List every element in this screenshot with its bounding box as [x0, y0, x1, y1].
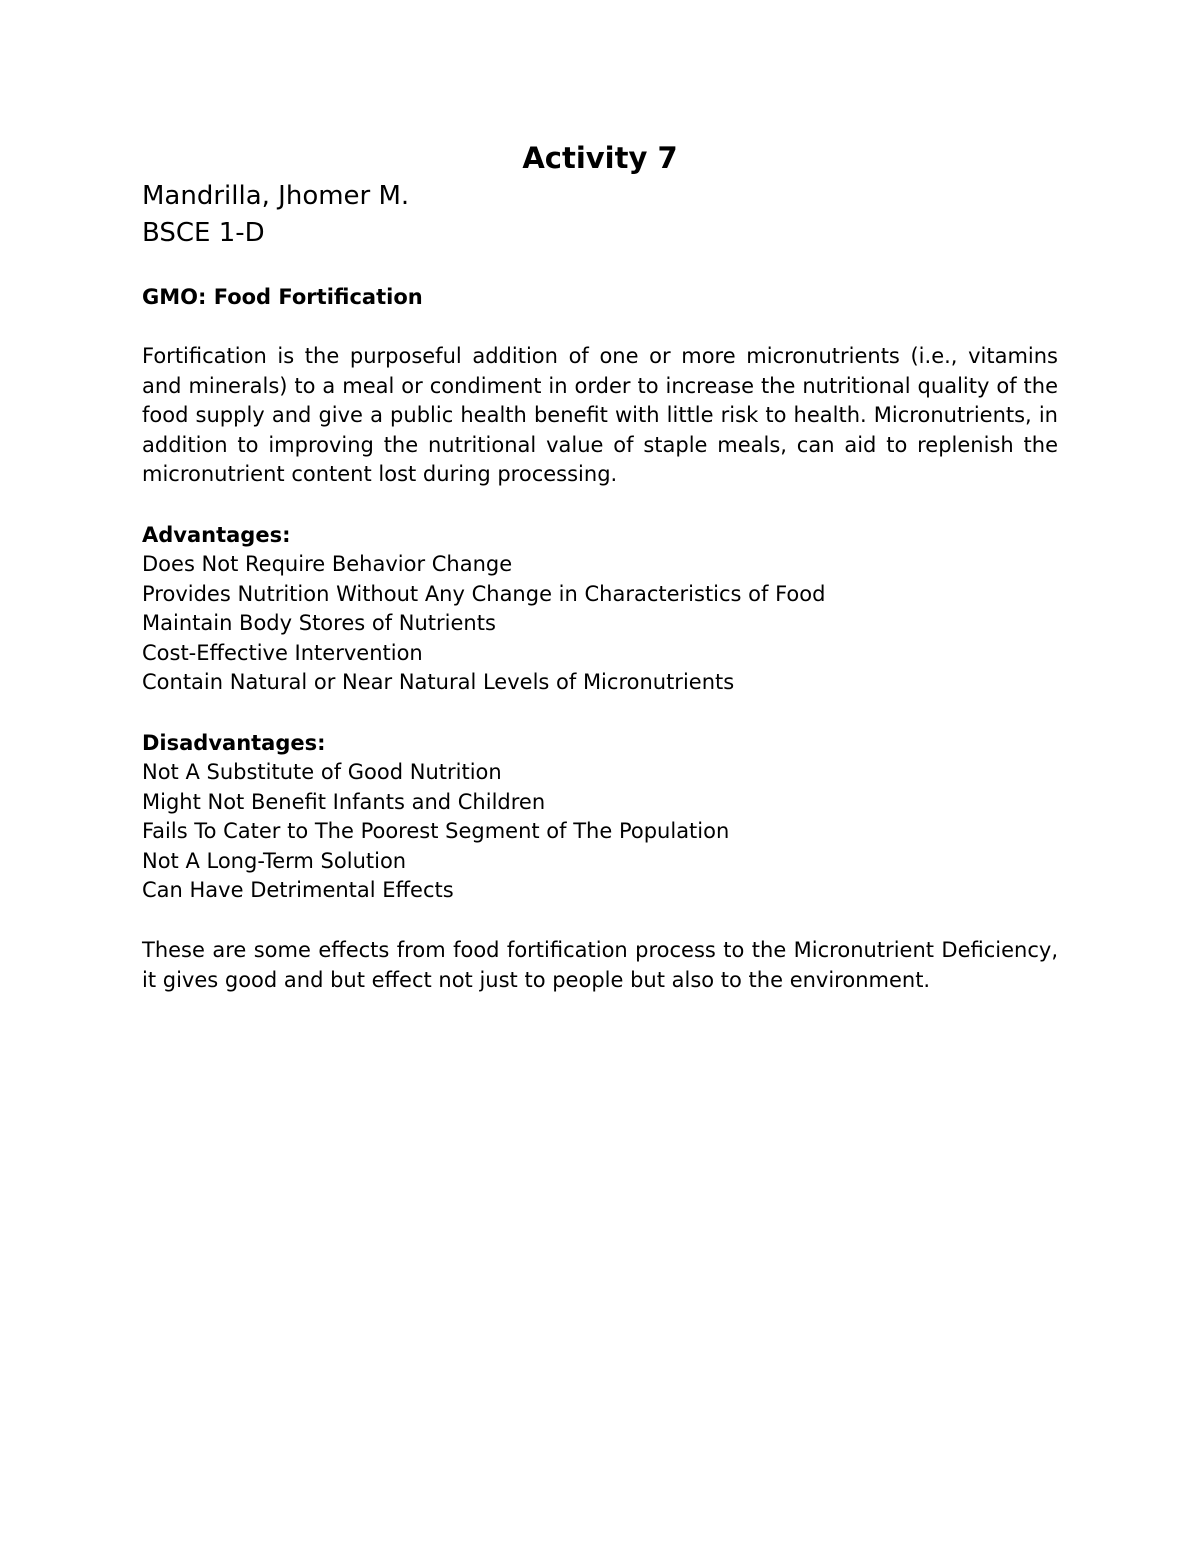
- list-item: Not A Substitute of Good Nutrition: [142, 759, 502, 784]
- list-item: Not A Long-Term Solution: [142, 848, 407, 873]
- disadvantages-heading: Disadvantages:: [142, 730, 326, 755]
- spacer: [142, 312, 1058, 342]
- document-body: [142, 140, 1058, 995]
- list-item: Provides Nutrition Without Any Change in Characteristics of Food: [142, 581, 826, 606]
- document-title: Activity 7: [522, 141, 678, 175]
- intro-paragraph: Fortification is the purposeful addition of one or more micronutrients (i.e., vitamins and minerals) to a meal or condiment in order to increase the nutritional quality of the food supply and give a public health benefit with little risk to health. Micronutrients, in addition to improving the nutritional value of staple meals, can aid to replenish the micronutrient content lost during processing.: [142, 344, 1058, 487]
- spacer: [142, 906, 1058, 936]
- list-item: Maintain Body Stores of Nutrients: [142, 611, 496, 636]
- list-item: Might Not Benefit Infants and Children: [142, 789, 546, 814]
- topic-heading: GMO: Food Fortification: [142, 285, 423, 309]
- author-name: Mandrilla, Jhomer M.: [142, 181, 410, 211]
- conclusion-paragraph: These are some effects from food fortification process to the Micronutrient Deficiency, it gives good and but effect not just to people but also to the environment.: [142, 937, 1058, 992]
- list-item: Fails To Cater to The Poorest Segment of The Population: [142, 819, 730, 844]
- list-item: Can Have Detrimental Effects: [142, 878, 454, 903]
- spacer: [142, 490, 1058, 520]
- list-item: Does Not Require Behavior Change: [142, 551, 513, 576]
- spacer: [142, 252, 1058, 282]
- spacer: [142, 698, 1058, 728]
- list-item: Contain Natural or Near Natural Levels of Micronutrients: [142, 670, 735, 695]
- advantages-heading: Advantages:: [142, 522, 291, 547]
- list-item: Cost-Effective Intervention: [142, 640, 423, 665]
- advantages-list: [142, 550, 1058, 698]
- disadvantages-list: [142, 758, 1058, 906]
- class-section: BSCE 1-D: [142, 218, 265, 248]
